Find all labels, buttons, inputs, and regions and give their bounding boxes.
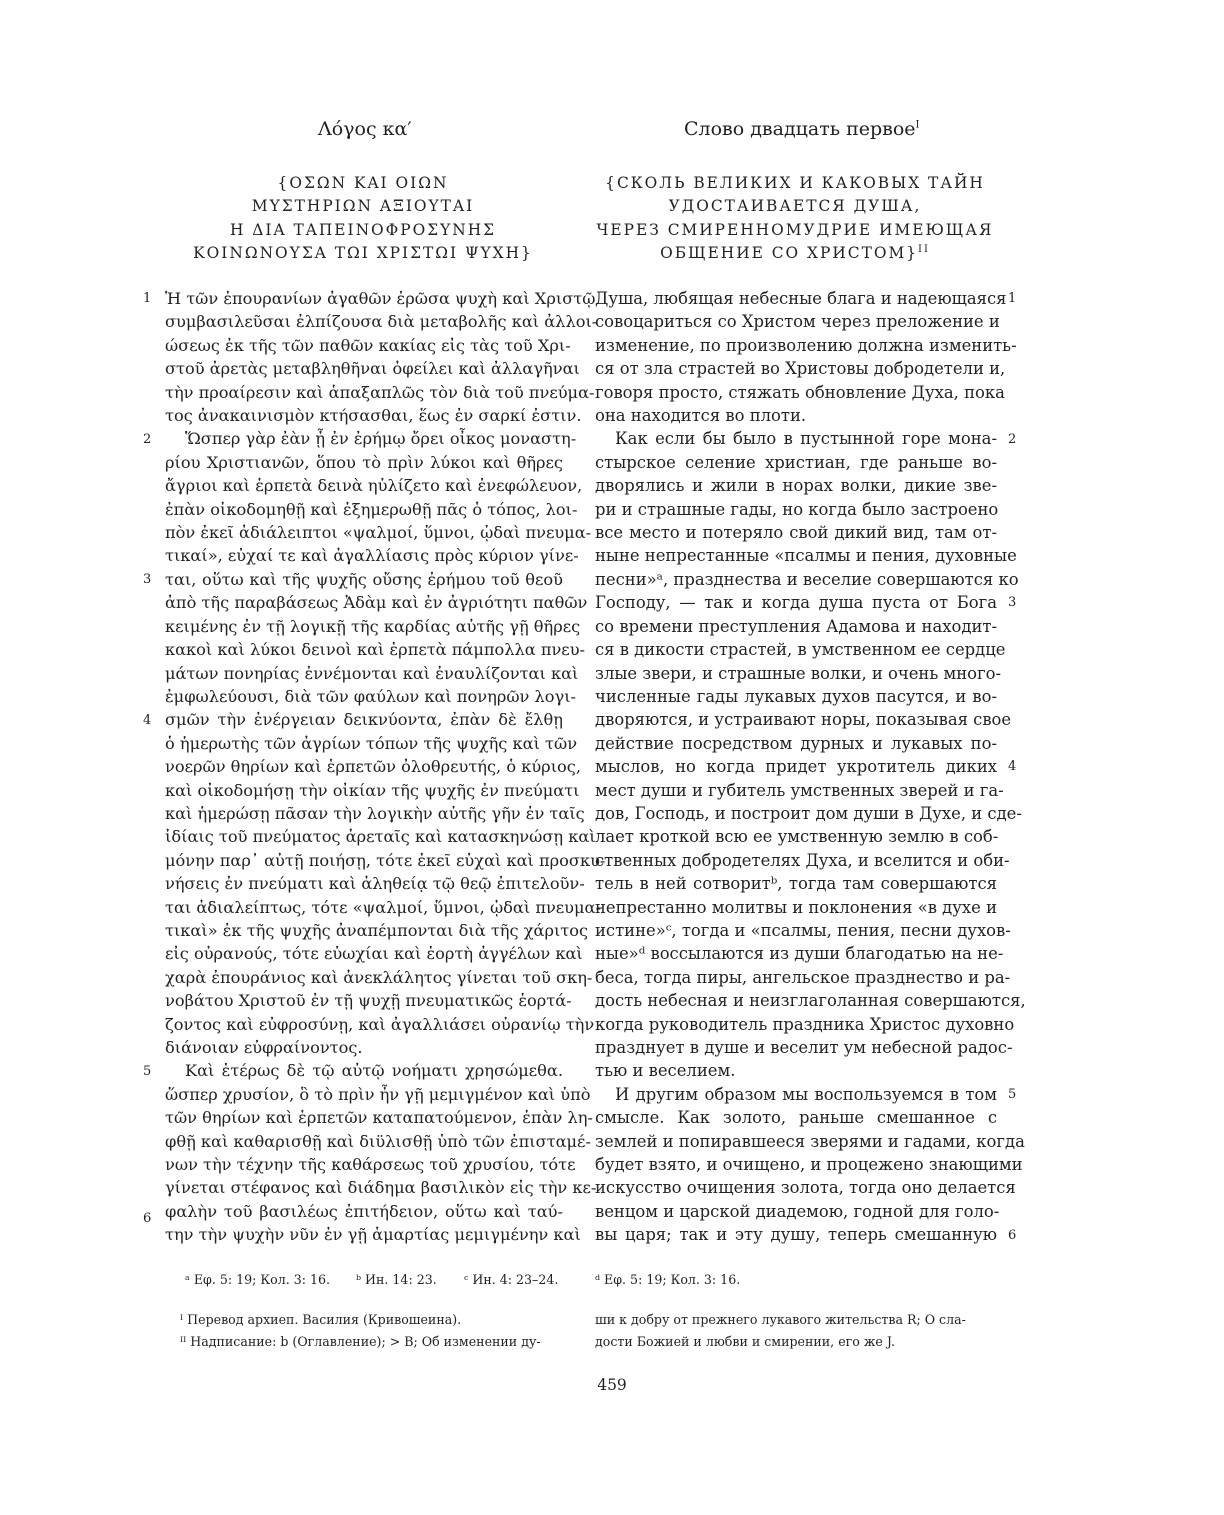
russian-heading-line: УДОСТАИВАЕТСЯ ДУША,	[668, 197, 922, 216]
russian-line: празднует в душе и веселит ум небесной радос-	[595, 1038, 1013, 1057]
russian-line: Господу, — так и когда душа пуста от Бога	[595, 593, 997, 613]
greek-note: ᵇ Ин. 14: 23.	[356, 1272, 437, 1287]
greek-line: ὥσπερ χρυσίον, ὃ τὸ πρὶν ἦν γῇ μεμιγμένον καὶ ὑπὸ	[165, 1084, 591, 1104]
russian-line: смысле. Как золото, раньше смешанное с	[595, 1108, 997, 1128]
greek-apparatus	[180, 1309, 541, 1353]
greek-line: Ἡ τῶν ἐπουρανίων ἀγαθῶν ἐρῶσα ψυχὴ καὶ Χριστῷ	[165, 289, 596, 308]
russian-line: И другим образом мы воспользуемся в том	[615, 1084, 997, 1104]
greek-section-number: 2	[143, 431, 152, 447]
russian-heading-footnote-mark: II	[918, 243, 930, 255]
russian-body	[595, 287, 1026, 1247]
greek-note: ᶜ Ин. 4: 23–24.	[464, 1272, 559, 1287]
greek-line: τῶν θηρίων καὶ ἑρπετῶν καταπατούμενον, ἐπὰν λη-	[165, 1108, 593, 1128]
russian-line: дость небесная и неизглаголанная совершаются,	[595, 991, 1026, 1011]
greek-line: καὶ οἰκοδομήσῃ τὴν οἰκίαν τῆς ψυχῆς ἐν πνεύματι	[165, 780, 580, 800]
greek-section-number: 6	[143, 1211, 152, 1226]
russian-section-number: 5	[1008, 1087, 1017, 1103]
greek-heading	[185, 172, 541, 265]
greek-line: την τὴν ψυχὴν νῦν ἐν γῇ ἁμαρτίας μεμιγμένην καὶ	[165, 1225, 581, 1245]
russian-section-number: 2	[1008, 431, 1017, 447]
russian-heading-line-last	[590, 242, 1000, 265]
apparatus-line: ᴵᴵ Надписание: b (Оглавление); > B; Об изменении ду-	[180, 1334, 541, 1349]
greek-line: γίνεται στέφανος καὶ διάδημα βασιλικὸν εἰς τὴν κε-	[165, 1178, 597, 1198]
greek-title: Λόγος κα′	[318, 118, 412, 140]
russian-line: вы царя; так и эту душу, теперь смешанную	[595, 1225, 997, 1245]
apparatus-line: дости Божией и любви и смирении, его же J.	[595, 1334, 895, 1349]
greek-line: τικαὶ» ἐκ τῆς ψυχῆς ἀναπέμπονται διὰ τῆς χάριτος	[165, 920, 589, 940]
russian-line: ныне непрестанные «псалмы и пения, духовные	[595, 546, 1017, 566]
russian-line: Душа, любящая небесные блага и надеющаяся	[595, 289, 1007, 308]
greek-heading-line: ΚΟΙΝΩΝΟΥΣΑ ΤΩΙ ΧΡΙΣΤΩΙ ΨΥΧΗ}	[193, 243, 533, 262]
greek-line: ζοντος καὶ εὐφροσύνῃ, καὶ ἀγαλλιάσει οὐρανίῳ τὴν	[165, 1014, 595, 1034]
russian-line: дворялись и жили в норах волки, дикие зве-	[595, 476, 997, 496]
greek-line: Ὥσπερ γὰρ ἐὰν ᾖ ἐν ἐρήμῳ ὄρει οἶκος μοναστη-	[185, 429, 577, 449]
greek-line: καὶ ἡμερώσῃ πᾶσαν τὴν λογικὴν αὐτῆς γῆν ἐν ταῖς	[165, 803, 585, 823]
russian-heading-line: {СКОЛЬ ВЕЛИКИХ И КАКОВЫХ ТАЙН	[605, 174, 985, 192]
russian-heading	[590, 172, 1000, 265]
greek-line: ἐμφωλεύουσι, διὰ τῶν φαύλων καὶ πονηρῶν λογι-	[165, 686, 577, 706]
russian-line: мыслов, но когда придет укротитель диких	[595, 757, 997, 777]
greek-line: ώσεως ἐκ τῆς τῶν παθῶν κακίας εἰς τὰς τοῦ Χρι-	[165, 335, 571, 355]
russian-line: ри и страшные гады, но когда было застроено	[595, 499, 999, 519]
apparatus-line: ᴵ Перевод архиеп. Василия (Кривошеина).	[180, 1312, 462, 1327]
russian-line: говоря просто, стяжать обновление Духа, пока	[595, 382, 1005, 402]
russian-apparatus	[595, 1309, 966, 1353]
greek-line: νοερῶν θηρίων καὶ ἑρπετῶν ὀλοθρευτής, ὁ κύριος,	[165, 757, 581, 777]
greek-line: μόνην παρ᾽ αὐτῇ ποιήσῃ, τότε ἐκεῖ εὐχαὶ καὶ προσκυ-	[165, 850, 606, 870]
greek-heading-line: {ΟΣΩΝ ΚΑΙ ΟΙΩΝ	[277, 174, 449, 192]
greek-line: μάτων πονηρίας ἐννέμονται καὶ ἐναυλίζονται καὶ	[165, 663, 579, 683]
greek-line: νήσεις ἐν πνεύματι καὶ ἀληθείᾳ τῷ θεῷ ἐπιτελοῦν-	[165, 874, 585, 894]
russian-line: искусство очищения золота, тогда оно делается	[595, 1178, 1016, 1198]
russian-line: со времени преступления Адамова и находит-	[595, 616, 997, 636]
russian-line: песни»ᵃ, празднества и веселие совершаются ко	[595, 569, 1019, 589]
russian-line: дворяются, и устраивают норы, показывая свое	[595, 710, 1012, 730]
russian-line: совоцариться со Христом через преложение и	[595, 312, 1000, 332]
greek-note: ᵃ Εφ. 5: 19; Кол. 3: 16.	[185, 1272, 331, 1287]
russian-title-footnote-mark: I	[915, 119, 920, 131]
greek-line: στοῦ ἀρετὰς μεταβληθῆναι ὀφείλει καὶ ἀλλαγῆναι	[165, 359, 580, 379]
russian-note: ᵈ Εφ. 5: 19; Кол. 3: 16.	[595, 1272, 741, 1287]
greek-section-number: 3	[143, 572, 152, 587]
russian-line: когда руководитель праздника Христос духовно	[595, 1014, 1015, 1034]
russian-line: ся от зла страстей во Христовы добродетели и,	[595, 359, 1006, 379]
russian-line: злые звери, и страшные волки, и очень много-	[595, 663, 1002, 683]
greek-line: Καὶ ἑτέρως δὲ τῷ αὐτῷ νοήματι χρησώμεθα.	[185, 1061, 563, 1081]
russian-heading-line: ЧЕРЕЗ СМИРЕННОМУДРИЕ ИМЕЮЩАЯ	[596, 220, 994, 239]
greek-line: διάνοιαν εὐφραίνοντος.	[165, 1038, 363, 1057]
greek-line: κειμένης ἐν τῇ λογικῇ τῆς καρδίας αὐτῆς γῇ θῆρες	[165, 616, 581, 636]
russian-line: стырское селение христиан, где раньше во-	[595, 452, 997, 472]
greek-line: τος ἀνακαινισμὸν κτήσασθαι, ἕως ἐν σαρκί ἐστιν.	[165, 406, 582, 426]
greek-line: φαλὴν τοῦ βασιλέως ἐπιτήδειον, οὕτω καὶ ταύ-	[165, 1201, 563, 1221]
greek-section-number: 4	[143, 712, 152, 728]
greek-section-number: 5	[143, 1064, 152, 1079]
greek-line: ἰδίαις τοῦ πνεύματος ἀρεταῖς καὶ κατασκηνώσῃ καὶ	[165, 827, 596, 847]
russian-line: дов, Господь, и построит дом души в Духе, и сде-	[595, 803, 1022, 823]
greek-body	[165, 287, 606, 1247]
greek-line: σμῶν τὴν ἐνέργειαν δεικνύοντα, ἐπὰν δὲ ἔλθῃ	[165, 710, 563, 730]
greek-line: εἰς οὐρανούς, τότε εὐωχίαι καὶ ἑορτὴ ἀγγέλων καὶ	[165, 944, 583, 964]
greek-line: πὸν ἐκεῖ ἀδιάλειπτοι «ψαλμοί, ὕμνοι, ᾠδαὶ πνευμα-	[165, 523, 592, 543]
greek-line: συμβασιλεῦσαι ἐλπίζουσα διὰ μεταβολῆς καὶ ἀλλοι-	[165, 312, 598, 332]
russian-line: изменение, по произволению должна изменить-	[595, 335, 1017, 355]
russian-line: ся в дикости страстей, в умственном ее сердце	[595, 640, 1006, 660]
russian-heading-line: ОБЩЕНИЕ СО ХРИСТОМ}	[660, 243, 919, 262]
greek-heading-line: ΜΥΣΤΗΡΙΩΝ ΑΞΙΟΥΤΑΙ	[251, 197, 475, 216]
russian-title	[684, 118, 920, 140]
greek-line: νοβάτου Χριστοῦ ἐν τῇ ψυχῇ πνευματικῶς ἑορτά-	[165, 991, 572, 1011]
greek-line: ται, οὕτω καὶ τῆς ψυχῆς οὔσης ἐρήμου τοῦ θεοῦ	[165, 569, 563, 589]
russian-section-number: 1	[1008, 291, 1017, 306]
greek-line: χαρὰ ἐπουράνιος καὶ ἀνεκλάλητος γίνεται τοῦ σκη-	[165, 967, 593, 987]
greek-line: ὁ ἡμερωτὴς τῶν ἀγρίων τόπων τῆς ψυχῆς καὶ τῶν	[165, 733, 578, 753]
russian-line: ные»ᵈ воссылаются из души благодатью на не-	[595, 944, 1004, 964]
russian-line: беса, тогда пиры, ангельское празднество и ра-	[595, 967, 1011, 987]
russian-line: землей и попиравшееся зверями и гадами, когда	[595, 1131, 1025, 1151]
greek-line: ται ἀδιαλείπτως, τότε «ψαλμοί, ὕμνοι, ᾠδαὶ πνευμα-	[165, 897, 601, 917]
page-number: 459	[597, 1376, 627, 1394]
greek-line: φθῇ καὶ καθαρισθῇ καὶ διϋλισθῇ ὑπὸ τῶν ἐπισταμέ-	[165, 1131, 591, 1151]
russian-line: ственных добродетелях Духа, и вселится и оби-	[595, 850, 1010, 870]
russian-line: Как если бы было в пустынной горе мона-	[615, 429, 997, 449]
russian-title-text: Слово двадцать первое	[684, 118, 916, 140]
greek-heading-line: Η ΔΙΑ ΤΑΠΕΙΝΟΦΡΟΣΥΝΗΣ	[229, 220, 497, 239]
russian-line: мест души и губитель умственных зверей и га-	[595, 780, 1004, 800]
greek-line: ρίου Χριστιανῶν, ὅπου τὸ πρὶν λύκοι καὶ θῆρες	[165, 452, 563, 472]
greek-line: τικαί», εὐχαί τε καὶ ἀγαλλίασις πρὸς κύριον γίνε-	[165, 546, 579, 566]
russian-line: будет взято, и очищено, и процежено знающими	[595, 1155, 1023, 1175]
russian-section-number: 3	[1008, 595, 1017, 611]
russian-line: тель в ней сотворитᵇ, тогда там совершаются	[595, 874, 997, 894]
russian-line: истине»ᶜ, тогда и «псалмы, пения, песни духов-	[595, 920, 1011, 940]
russian-line: непрестанно молитвы и поклонения «в духе и	[595, 897, 997, 917]
russian-section-number: 6	[1008, 1227, 1017, 1243]
greek-line: ἐπὰν οἰκοδομηθῇ καὶ ἐξημερωθῇ πᾶς ὁ τόπος, λοι-	[165, 499, 578, 519]
greek-section-number: 1	[143, 291, 152, 306]
greek-line: ἄγριοι καὶ ἑρπετὰ δεινὰ ηὐλίζετο καὶ ἐνεφώλευον,	[165, 476, 583, 496]
russian-line: тью и веселием.	[595, 1061, 736, 1081]
apparatus-line: ши к добру от прежнего лукавого жительства R; О сла-	[595, 1312, 966, 1327]
russian-line: лает кроткой всю ее умственную землю в соб-	[595, 827, 999, 847]
greek-line: τὴν προαίρεσιν καὶ ἁπαξαπλῶς τὸν διὰ τοῦ πνεύμα-	[165, 382, 595, 402]
greek-line: ἀπὸ τῆς παραβάσεως Ἀδὰμ καὶ ἐν ἀγριότητι παθῶν	[165, 593, 588, 613]
russian-line: численные гады лукавых духов пасутся, и во-	[595, 686, 997, 706]
russian-line: венцом и царской диадемою, годной для голо-	[595, 1201, 1000, 1221]
russian-section-number: 4	[1008, 759, 1017, 775]
russian-line: все место и потеряло свой дикий вид, там от-	[595, 523, 997, 543]
russian-line: действие посредством дурных и лукавых по-	[595, 733, 997, 753]
greek-line: κακοὶ καὶ λύκοι δεινοὶ καὶ ἑρπετὰ πάμπολλα πνευ-	[165, 640, 586, 660]
greek-line: νων τὴν τέχνην τῆς καθάρσεως τοῦ χρυσίου, τότε	[165, 1155, 576, 1175]
russian-line: она находится во плоти.	[595, 406, 807, 426]
